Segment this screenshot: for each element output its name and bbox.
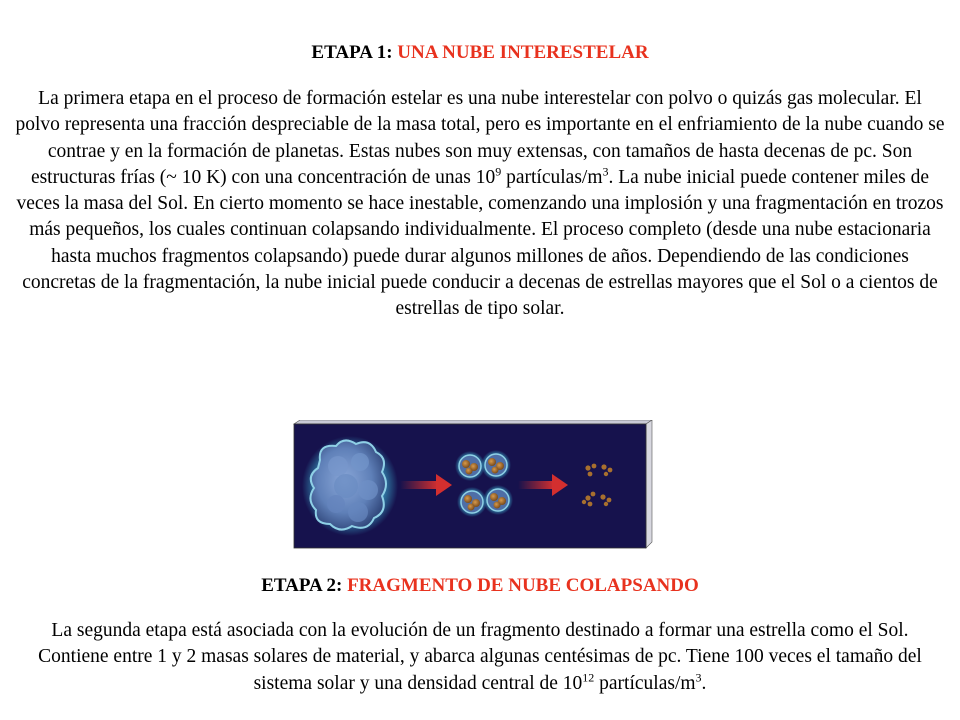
stage2-text-2: partículas/m: [594, 672, 696, 694]
stage2-prefix: ETAPA 2: [261, 575, 336, 596]
stage1-prefix: ETAPA 1: [311, 42, 387, 63]
stage2-text-1: La segunda etapa está asociada con la evolución de un fragmento destinado a formar una estrella como el Sol. Contiene entre 1 y 2 masas solares de material, y abarca algunas centésimas de pc. Tiene 100 veces el tamaño del sistema solar y una densidad central de 10: [38, 620, 922, 694]
stage2-heading: [0, 575, 960, 597]
stage1-exponent-2: 3: [602, 164, 609, 179]
stage1-text-1: La primera etapa en el proceso de formación estelar es una nube interestelar con polvo o quizás gas molecular. El polvo representa una fracción despreciable de la masa total, pero es importante en el enfriamiento de la nube cuando se contrae y en la formación de planetas. Estas nubes son muy extensas, con tamaños de hasta decenas de pc. Son estructuras frías (~ 10 K) con una concentración de unas 10: [15, 88, 945, 188]
stage2-separator: :: [335, 575, 348, 596]
stage2-paragraph: [14, 618, 946, 697]
interstellar-cloud-icon: [302, 436, 398, 536]
stage2-title: FRAGMENTO DE NUBE COLAPSANDO: [347, 575, 699, 596]
stage2-text-3: .: [701, 672, 707, 694]
stage1-text-2: partículas/m: [501, 166, 603, 188]
stage1-separator: :: [386, 42, 398, 63]
stage1-heading: [0, 42, 960, 64]
stage2-exponent-2: 3: [695, 670, 702, 685]
stage1-exponent-1: 9: [495, 164, 502, 179]
stage1-paragraph: [14, 86, 946, 323]
stage2-exponent-1: 12: [582, 670, 595, 685]
cloud-fragmentation-diagram: [290, 420, 662, 550]
stage1-title: UNA NUBE INTERESTELAR: [397, 42, 649, 63]
stage1-text-3: . La nube inicial puede contener miles de veces la masa del Sol. En cierto momento se hace inestable, comenzando una implosión y una fragmentación en trozos más pequeños, los cuales continuan colapsando individualmente. El proceso completo (desde una nube estacionaria hasta muchos fragmentos colapsando) puede durar algunos millones de años. Dependiendo de las condiciones concretas de la fragmentación, la nube inicial puede conducir a decenas de estrellas mayores que el Sol o a cientos de estrellas de tipo solar.: [16, 166, 944, 320]
